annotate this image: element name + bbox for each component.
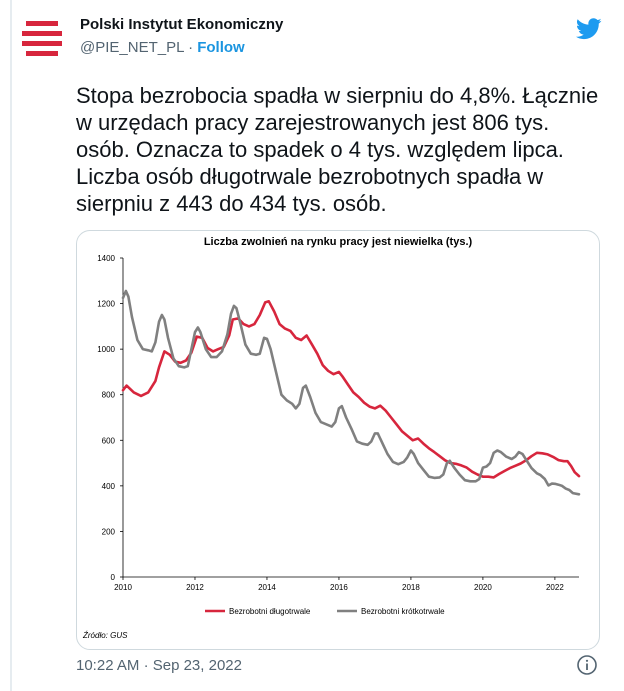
footer-separator: · xyxy=(143,657,149,674)
x-tick-label: 2010 xyxy=(114,583,132,592)
series-line-dlugotrwale xyxy=(123,301,579,477)
tweet-time[interactable]: 10:22 AM xyxy=(76,657,140,674)
pie-logo-icon[interactable] xyxy=(20,18,64,58)
author-handle[interactable]: @PIE_NET_PL xyxy=(80,39,184,56)
author-block xyxy=(80,16,283,56)
legend-label: Bezrobotni długotrwale xyxy=(229,607,311,616)
x-tick-label: 2012 xyxy=(186,583,204,592)
x-tick-label: 2018 xyxy=(402,583,420,592)
tweet-header xyxy=(20,12,610,72)
twitter-bird-icon[interactable] xyxy=(576,18,602,40)
follow-button[interactable]: Follow xyxy=(197,39,245,56)
legend-label: Bezrobotni krótkotrwale xyxy=(361,607,445,616)
x-tick-label: 2016 xyxy=(330,583,348,592)
author-sub xyxy=(80,39,283,56)
y-tick-label: 400 xyxy=(101,481,115,491)
x-tick-label: 2020 xyxy=(474,583,492,592)
info-icon[interactable] xyxy=(576,654,598,676)
y-tick-label: 200 xyxy=(101,527,115,537)
y-tick-label: 1200 xyxy=(97,299,115,309)
y-tick-label: 0 xyxy=(110,573,115,582)
tweet-footer xyxy=(76,657,242,674)
chart-image[interactable] xyxy=(76,230,600,650)
chart-title: Liczba zwolnień na rynku pracy jest niewielka (tys.) xyxy=(203,236,473,248)
source-note: Źródło: GUS xyxy=(83,631,128,640)
x-tick-label: 2014 xyxy=(258,583,276,592)
chart-axes xyxy=(97,254,579,592)
author-name[interactable]: Polski Instytut Ekonomiczny xyxy=(80,16,284,33)
y-tick-label: 1400 xyxy=(97,254,115,263)
chart-series xyxy=(123,291,579,494)
y-tick-label: 800 xyxy=(101,390,115,400)
chart-legend xyxy=(205,607,445,616)
tweet-date[interactable]: Sep 23, 2022 xyxy=(152,657,242,674)
thread-line xyxy=(10,0,12,691)
x-tick-label: 2022 xyxy=(545,583,564,592)
series-line-krotkotrwale xyxy=(123,291,579,494)
y-tick-label: 600 xyxy=(101,436,115,446)
line-chart xyxy=(77,231,599,649)
separator-dot: · xyxy=(188,39,194,56)
tweet-text: Stopa bezrobocia spadła w sierpniu do 4,8%. Łącznie w urzędach pracy zarejestrowanych jest 806 tys. osób. Oznacza to spadek o 4 tys. względem lipca. Liczba osób długotrwale bezrobotnych spadła w sierpniu z 443 do 434 tys. osób. xyxy=(76,83,599,216)
y-tick-label: 1000 xyxy=(97,345,115,355)
